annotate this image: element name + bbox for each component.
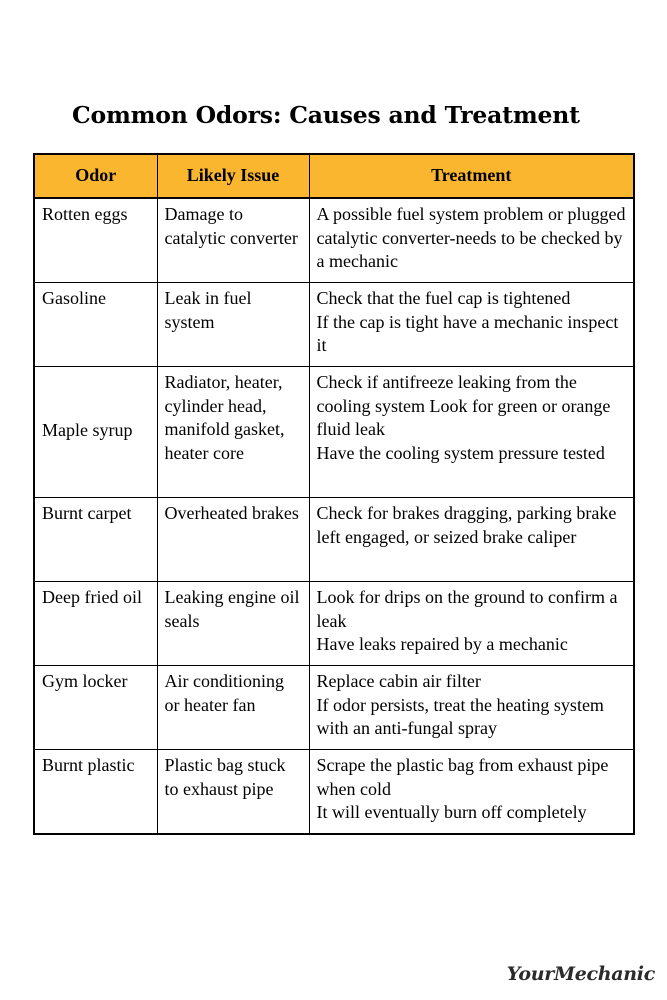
odor-cell: Deep fried oil [34,582,157,666]
treatment-line: Replace cabin air filter [316,671,481,691]
page-title: Common Odors: Causes and Treatment [72,101,580,129]
table-row [34,666,634,750]
treatment-cell [309,283,634,367]
treatment-cell [309,750,634,835]
treatment-line: It will eventually burn off completely [316,802,587,822]
table-header-row [34,154,634,198]
treatment-line: If the cap is tight have a mechanic inspect it [316,311,619,355]
issue-cell: Plastic bag stuck to exhaust pipe [157,750,309,835]
issue-cell: Overheated brakes [157,498,309,582]
odor-cell: Burnt carpet [34,498,157,582]
treatment-line: Have the cooling system pressure tested [316,442,605,463]
odor-cell: Maple syrup [34,367,157,498]
treatment-cell [309,498,634,582]
issue-cell: Radiator, heater, cylinder head, manifold gasket, heater core [157,367,309,498]
treatment-cell [309,666,634,750]
treatment-cell [309,198,634,283]
issue-cell: Air conditioning or heater fan [157,666,309,750]
treatment-line: Check that the fuel cap is tightened [316,288,571,308]
table-row [34,750,634,835]
treatment-line: Check for brakes dragging, parking brake left engaged, or seized brake caliper [316,503,617,547]
odor-cell: Rotten eggs [34,198,157,283]
odor-cell: Gasoline [34,283,157,367]
header-odor: Odor [34,154,157,198]
header-treatment: Treatment [309,154,634,198]
issue-cell: Leaking engine oil seals [157,582,309,666]
treatment-line: Look for drips on the ground to confirm a leak [316,587,618,631]
issue-cell: Damage to catalytic converter [157,198,309,283]
treatment-line: If odor persists, treat the heating system with an anti-fungal spray [316,694,604,738]
header-likely-issue: Likely Issue [157,154,309,198]
treatment-line: Scrape the plastic bag from exhaust pipe when cold [316,755,609,799]
table-row [34,367,634,498]
odor-cell: Burnt plastic [34,750,157,835]
issue-cell: Leak in fuel system [157,283,309,367]
treatment-line: Have leaks repaired by a mechanic [316,634,568,654]
odor-cell: Gym locker [34,666,157,750]
yourmechanic-logo: YourMechanic [506,963,655,985]
table-row [34,582,634,666]
treatment-line: Check if antifreeze leaking from the cooling system Look for green or orange fluid leak [316,372,611,439]
table-row [34,198,634,283]
table-row [34,283,634,367]
table-row [34,498,634,582]
treatment-cell [309,582,634,666]
treatment-line: A possible fuel system problem or plugged catalytic converter-needs to be checked by a mechanic [316,204,626,271]
odor-table [33,153,635,835]
treatment-cell [309,367,634,498]
